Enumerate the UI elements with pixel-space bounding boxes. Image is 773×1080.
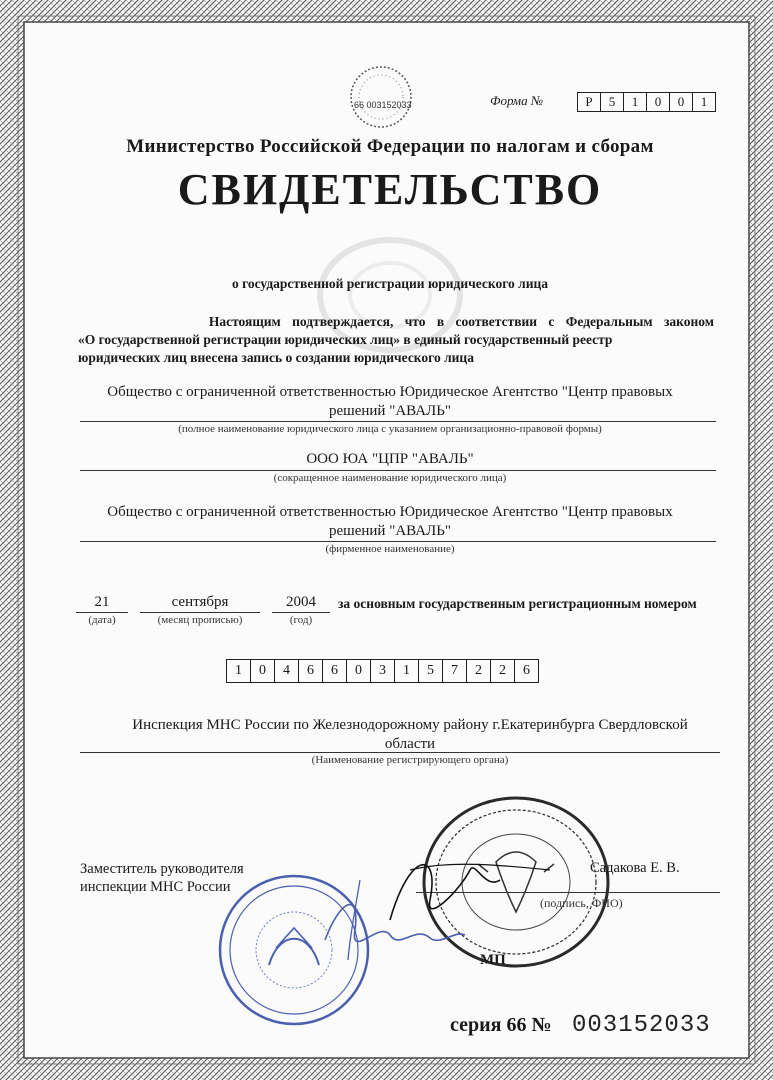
ogrn-digit: 0 <box>251 660 275 682</box>
form-code-cell: 1 <box>700 94 708 109</box>
ogrn-digit: 6 <box>323 660 347 682</box>
ogrn-digit: 5 <box>419 660 443 682</box>
short-name-underline <box>80 470 716 471</box>
form-code-cell: 0 <box>647 93 670 111</box>
date-month-caption: (месяц прописью) <box>157 614 243 626</box>
intro-line-2: «О государственной регистрации юридических лиц» в единый государственный реестр <box>78 332 613 347</box>
date-month-underline <box>140 612 260 613</box>
serial-seal-icon <box>336 62 426 132</box>
document-subtitle: о государственной регистрации юридического лица <box>231 276 549 291</box>
firm-name <box>70 503 710 541</box>
signatory-name: Садакова Е. В. <box>590 860 680 876</box>
series-number: 003152033 <box>572 1012 711 1039</box>
authority-underline <box>80 752 720 753</box>
ogrn-digit: 4 <box>275 660 299 682</box>
full-name <box>70 383 710 421</box>
ogrn-digit: 1 <box>227 660 251 682</box>
authority-line-1: Инспекция МНС России по Железнодорожному району г.Екатеринбурга Свердловской <box>132 717 688 733</box>
ogrn-digit: 0 <box>347 660 371 682</box>
ogrn-digit: 6 <box>299 660 323 682</box>
registering-authority <box>70 716 750 754</box>
form-code-cell: 0 <box>670 93 693 111</box>
full-name-line-2: решений "АВАЛЬ" <box>329 403 451 419</box>
firm-name-line-2: решений "АВАЛЬ" <box>329 523 451 539</box>
ogrn-digit: 2 <box>491 660 515 682</box>
date-day-underline <box>76 612 128 613</box>
form-code-boxes <box>577 92 716 112</box>
full-name-line-1: Общество с ограниченной ответственностью Юридическое Агентство "Центр правовых <box>107 384 673 400</box>
ogrn-digit: 3 <box>371 660 395 682</box>
date-year-caption: (год) <box>289 614 313 626</box>
authority-line-2: области <box>384 736 436 752</box>
form-code-cell: 1 <box>624 93 647 111</box>
short-name: ООО ЮА "ЦПР "АВАЛЬ" <box>306 451 474 467</box>
ogrn-digit: 2 <box>467 660 491 682</box>
form-label: Форма № <box>490 93 544 108</box>
date-day: 21 <box>94 594 110 610</box>
firm-name-caption: (фирменное наименование) <box>325 543 455 555</box>
date-month: сентября <box>171 594 229 610</box>
ministry-name: Министерство Российской Федерации по налогам и сборам <box>126 136 654 157</box>
ogrn-digit: 1 <box>395 660 419 682</box>
short-name-caption: (сокращенное наименование юридического лица) <box>273 472 507 484</box>
mp-mark: МП <box>480 952 506 968</box>
firm-name-underline <box>80 541 716 542</box>
authority-caption: (Наименование регистрирующего органа) <box>311 754 509 766</box>
intro-line-1: Настоящим подтверждается, что в соответствии с Федеральным законом <box>208 314 714 329</box>
ogrn-digit: 6 <box>523 663 530 678</box>
full-name-caption: (полное наименование юридического лица с указанием организационно-правовой формы) <box>178 423 602 435</box>
serial-seal-text: 66 003152033 <box>354 100 412 110</box>
ogrn-boxes <box>226 659 539 683</box>
date-year: 2004 <box>286 594 316 610</box>
ogrn-intro-text: за основным государственным регистрационным номером <box>338 596 697 611</box>
firm-name-line-1: Общество с ограниченной ответственностью Юридическое Агентство "Центр правовых <box>107 504 673 520</box>
intro-text <box>78 313 714 367</box>
full-name-underline <box>80 421 716 422</box>
signature-caption: (подпись, ФИО) <box>540 896 623 910</box>
form-code-cell: 5 <box>601 93 624 111</box>
form-code-cell: Р <box>578 93 601 111</box>
document-title: СВИДЕТЕЛЬСТВО <box>177 165 603 214</box>
date-year-underline <box>272 612 330 613</box>
ogrn-digit: 7 <box>443 660 467 682</box>
position-line-2: инспекции МНС России <box>80 879 231 895</box>
intro-line-3: юридических лиц внесена запись о создании юридического лица <box>78 350 474 365</box>
date-day-caption: (дата) <box>88 614 116 626</box>
blue-signature-icon <box>320 880 470 970</box>
position-line-1: Заместитель руководителя <box>80 861 244 877</box>
series-label: серия 66 № <box>450 1014 552 1036</box>
